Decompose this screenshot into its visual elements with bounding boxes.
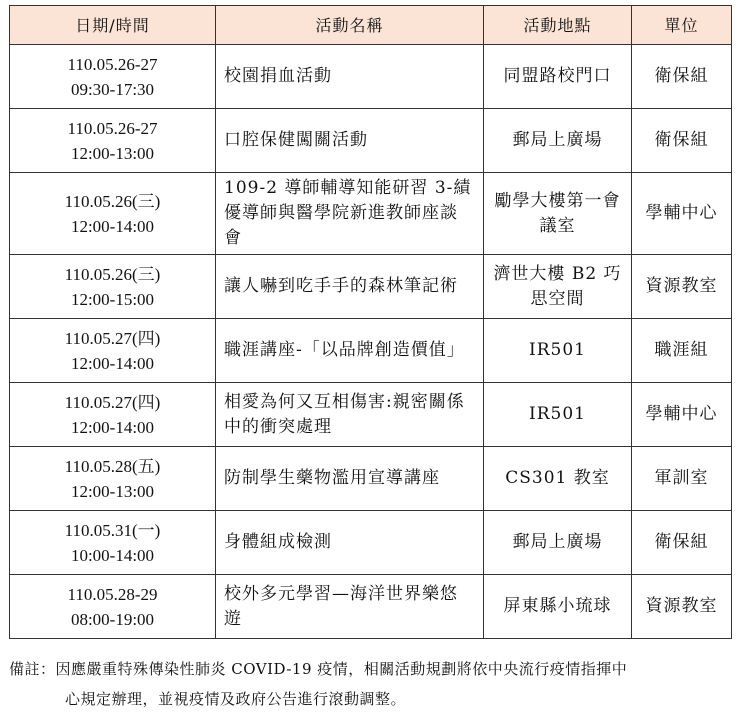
row-date: 110.05.27(四) bbox=[64, 392, 161, 412]
row-time: 12:00-13:00 bbox=[70, 481, 155, 501]
row-activity-place: 郵局上廣場 bbox=[484, 511, 632, 575]
row-activity-name: 讓人嚇到吃手手的森林筆記術 bbox=[216, 255, 484, 319]
header-unit: 單位 bbox=[632, 6, 732, 45]
table-header-row bbox=[10, 6, 732, 45]
row-unit: 職涯組 bbox=[632, 319, 732, 383]
row-time: 08:00-19:00 bbox=[70, 609, 155, 629]
header-activity-place: 活動地點 bbox=[484, 6, 632, 45]
row-date-time bbox=[10, 45, 216, 109]
row-activity-name: 109-2 導師輔導知能研習 3-績優導師與醫學院新進教師座談會 bbox=[216, 173, 484, 255]
table-row bbox=[10, 511, 732, 575]
row-date: 110.05.27(四) bbox=[64, 328, 161, 348]
row-time: 12:00-14:00 bbox=[70, 417, 155, 437]
table-row bbox=[10, 45, 732, 109]
row-activity-place: 郵局上廣場 bbox=[484, 109, 632, 173]
row-time: 12:00-14:00 bbox=[70, 216, 155, 236]
footnote-line-1: 備註：因應嚴重特殊傳染性肺炎 COVID-19 疫情，相關活動規劃將依中央流行疫情指揮中 bbox=[9, 660, 628, 678]
activity-schedule-table bbox=[9, 5, 732, 639]
row-activity-name: 校園捐血活動 bbox=[216, 45, 484, 109]
row-unit: 學輔中心 bbox=[632, 173, 732, 255]
row-unit: 學輔中心 bbox=[632, 383, 732, 447]
row-date-time bbox=[10, 173, 216, 255]
row-unit: 衛保組 bbox=[632, 109, 732, 173]
row-unit: 衛保組 bbox=[632, 511, 732, 575]
header-date-time: 日期/時間 bbox=[10, 6, 216, 45]
table-row bbox=[10, 173, 732, 255]
row-activity-name: 身體組成檢測 bbox=[216, 511, 484, 575]
row-activity-place: 濟世大樓 B2 巧思空間 bbox=[484, 255, 632, 319]
row-date: 110.05.28-29 bbox=[67, 584, 158, 604]
row-activity-name: 口腔保健闖關活動 bbox=[216, 109, 484, 173]
row-activity-name: 防制學生藥物濫用宣導講座 bbox=[216, 447, 484, 511]
row-activity-name: 職涯講座-「以品牌創造價值」 bbox=[216, 319, 484, 383]
row-date-time bbox=[10, 255, 216, 319]
table-row bbox=[10, 319, 732, 383]
row-date: 110.05.26(三) bbox=[64, 191, 161, 211]
row-unit: 軍訓室 bbox=[632, 447, 732, 511]
row-date-time bbox=[10, 511, 216, 575]
row-activity-place: 同盟路校門口 bbox=[484, 45, 632, 109]
row-time: 12:00-13:00 bbox=[70, 143, 155, 163]
row-unit: 資源教室 bbox=[632, 575, 732, 639]
footnote bbox=[9, 654, 734, 714]
row-time: 09:30-17:30 bbox=[70, 79, 155, 99]
row-activity-place: 屏東縣小琉球 bbox=[484, 575, 632, 639]
table-row bbox=[10, 109, 732, 173]
row-date: 110.05.28(五) bbox=[64, 456, 161, 476]
row-unit: 衛保組 bbox=[632, 45, 732, 109]
row-date-time bbox=[10, 447, 216, 511]
row-date: 110.05.26-27 bbox=[67, 54, 158, 74]
row-unit: 資源教室 bbox=[632, 255, 732, 319]
row-activity-place: 勵學大樓第一會議室 bbox=[484, 173, 632, 255]
row-time: 12:00-14:00 bbox=[70, 353, 155, 373]
table-row bbox=[10, 255, 732, 319]
row-date: 110.05.31(一) bbox=[64, 520, 161, 540]
table-row bbox=[10, 383, 732, 447]
row-date-time bbox=[10, 383, 216, 447]
row-date-time bbox=[10, 109, 216, 173]
row-time: 12:00-15:00 bbox=[70, 289, 155, 309]
row-date: 110.05.26(三) bbox=[64, 264, 161, 284]
row-activity-name: 相愛為何又互相傷害:親密關係中的衝突處理 bbox=[216, 383, 484, 447]
row-activity-name: 校外多元學習—海洋世界樂悠遊 bbox=[216, 575, 484, 639]
row-date: 110.05.26-27 bbox=[67, 118, 158, 138]
row-date-time bbox=[10, 319, 216, 383]
table-row bbox=[10, 447, 732, 511]
row-time: 10:00-14:00 bbox=[70, 545, 155, 565]
row-date-time bbox=[10, 575, 216, 639]
row-activity-place: CS301 教室 bbox=[484, 447, 632, 511]
footnote-line-2: 心規定辦理，並視疫情及政府公告進行滾動調整。 bbox=[65, 690, 407, 708]
row-activity-place: IR501 bbox=[484, 383, 632, 447]
table-row bbox=[10, 575, 732, 639]
row-activity-place: IR501 bbox=[484, 319, 632, 383]
header-activity-name: 活動名稱 bbox=[216, 6, 484, 45]
